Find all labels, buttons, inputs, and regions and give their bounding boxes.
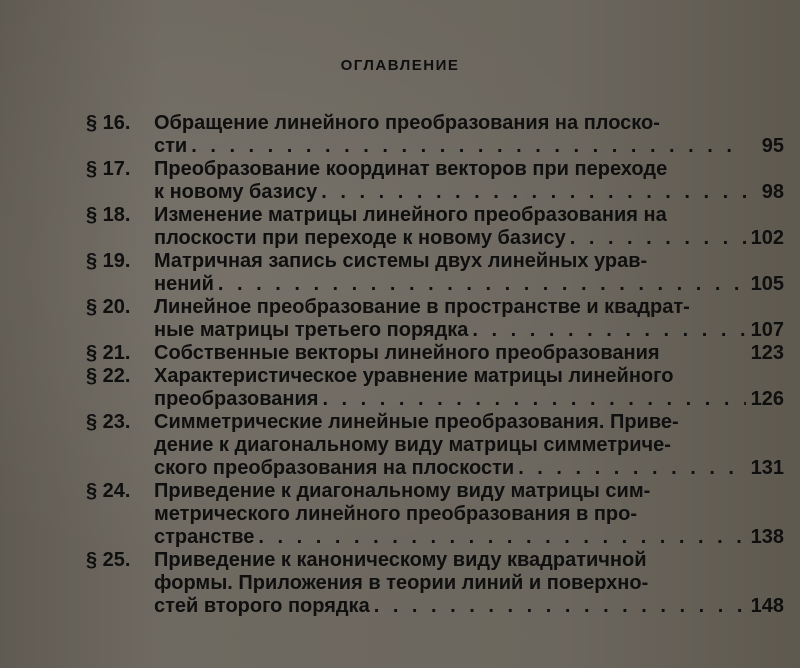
- page-number: 123: [750, 342, 784, 364]
- dot-leader: [191, 135, 746, 158]
- dot-leader: [321, 181, 746, 204]
- toc-entry-20: [86, 296, 786, 342]
- toc-entry-17: [86, 158, 786, 204]
- page-number: 107: [750, 319, 784, 341]
- page-title: ОГЛАВЛЕНИЕ: [340, 57, 460, 74]
- dot-leader: [570, 227, 746, 250]
- entry-text: [154, 158, 786, 204]
- section-number: § 25.: [86, 549, 131, 571]
- section-number: § 20.: [86, 296, 131, 318]
- entry-title-line: дение к диагональному виду матрицы симметриче-: [154, 434, 671, 456]
- entry-title-line: ского преобразования на плоскости: [154, 457, 515, 479]
- entry-text: [154, 480, 786, 549]
- entry-text: [154, 342, 786, 365]
- entry-title-line: Обращение линейного преобразования на плоско-: [154, 112, 660, 134]
- entry-title-line: метрического линейного преобразования в про-: [154, 503, 638, 525]
- page-number: 131: [750, 457, 784, 479]
- toc-entry-25: [86, 549, 786, 618]
- dot-leader: [258, 526, 746, 549]
- page-number: 126: [750, 388, 784, 410]
- table-of-contents: [86, 112, 786, 618]
- entry-title-line: формы. Приложения в теории линий и поверхно-: [154, 572, 649, 594]
- entry-title-line: Приведение к диагональному виду матрицы сим-: [154, 480, 651, 502]
- entry-text: [154, 296, 786, 342]
- entry-title-line: ные матрицы третьего порядка: [154, 319, 469, 341]
- entry-title-line: Приведение к каноническому виду квадратичной: [154, 549, 647, 571]
- page-number: 98: [761, 181, 784, 203]
- entry-title-line: Симметрические линейные преобразования. Приве-: [154, 411, 679, 433]
- toc-entry-18: [86, 204, 786, 250]
- section-number: § 19.: [86, 250, 131, 272]
- entry-title-line: плоскости при переходе к новому базису: [154, 227, 566, 249]
- entry-title-line: Матричная запись системы двух линейных урав-: [154, 250, 648, 272]
- toc-entry-23: [86, 411, 786, 480]
- entry-title-line: странстве: [154, 526, 255, 548]
- toc-entry-21: [86, 342, 786, 365]
- page-number: 138: [750, 526, 784, 548]
- toc-entry-16: [86, 112, 786, 158]
- entry-text: [154, 365, 786, 411]
- section-number: § 18.: [86, 204, 131, 226]
- entry-title-line: Линейное преобразование в пространстве и квадрат-: [154, 296, 690, 318]
- entry-title-line: Собственные векторы линейного преобразования: [154, 342, 660, 364]
- entry-text: [154, 411, 786, 480]
- entry-title-line: к новому базису: [154, 181, 318, 203]
- entry-title-line: Характеристическое уравнение матрицы линейного: [154, 365, 674, 387]
- entry-text: [154, 250, 786, 296]
- entry-text: [154, 549, 786, 618]
- entry-text: [154, 112, 786, 158]
- entry-title-line: стей второго порядка: [154, 595, 370, 617]
- section-number: § 23.: [86, 411, 131, 433]
- entry-title-line: Изменение матрицы линейного преобразования на: [154, 204, 667, 226]
- dot-leader: [218, 273, 746, 296]
- entry-text: [154, 204, 786, 250]
- toc-entry-22: [86, 365, 786, 411]
- section-number: § 24.: [86, 480, 131, 502]
- page-number: 148: [750, 595, 784, 617]
- entry-title-line: сти: [154, 135, 188, 157]
- page-number: 105: [750, 273, 784, 295]
- section-number: § 16.: [86, 112, 131, 134]
- dot-leader: [374, 595, 746, 618]
- dot-leader: [518, 457, 746, 480]
- section-number: § 21.: [86, 342, 131, 364]
- toc-entry-24: [86, 480, 786, 549]
- entry-title-line: преобразования: [154, 388, 319, 410]
- dot-leader: [472, 319, 746, 342]
- entry-title-line: нений: [154, 273, 214, 295]
- page-number: 102: [750, 227, 784, 249]
- toc-entry-19: [86, 250, 786, 296]
- section-number: § 17.: [86, 158, 131, 180]
- entry-title-line: Преобразование координат векторов при переходе: [154, 158, 668, 180]
- page-number: 95: [761, 135, 784, 157]
- dot-leader: [322, 388, 746, 411]
- section-number: § 22.: [86, 365, 131, 387]
